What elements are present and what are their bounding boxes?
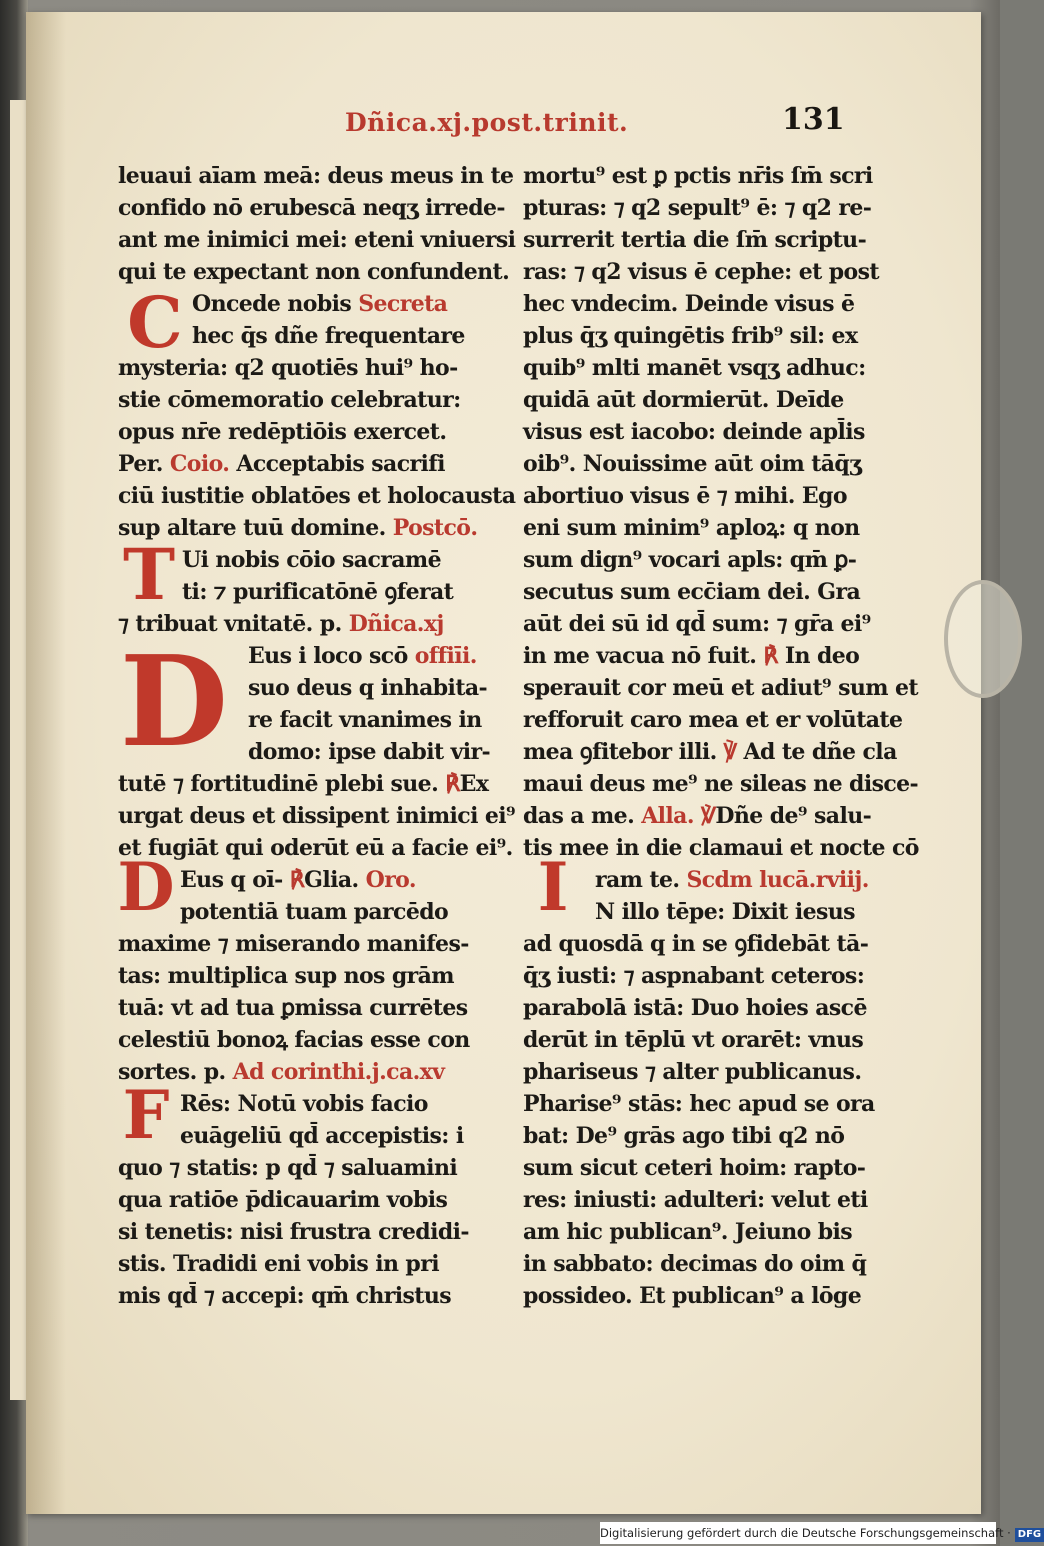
text-line: stis. Tradidi eni vobis in pri (118, 1251, 439, 1277)
page-gutter-shadow (26, 12, 66, 1514)
text-line: Eus i loco scō offiīi. (248, 643, 477, 669)
rubric-secreta: Secreta (358, 291, 448, 317)
dfg-logo: DFG (1015, 1528, 1044, 1542)
text-line: surrerit tertia die ſm̄ scriptu- (523, 227, 867, 253)
text-line: Pharise⁹ stās: hec apud se ora (523, 1091, 875, 1117)
initial-letter-d: D (119, 629, 229, 775)
text-line: visus est iacobo: deinde apl̄is (523, 419, 865, 445)
text-line: N illo tēpe: Dixit iesus (595, 899, 855, 925)
text-line: suo deus q inhabita- (248, 675, 488, 701)
text-line: qui te expectant non confundent. (118, 259, 510, 285)
text-line: opus nr̄e redēptiōis exercet. (118, 419, 447, 445)
rubric-alleluia: Alla. (641, 803, 694, 829)
initial-letter-f: F (122, 1076, 170, 1154)
text-line: leuaui aīam meā: deus meus in te (118, 163, 514, 189)
text-line: et fugiāt qui oderūt eū a facie ei⁹. (118, 835, 513, 861)
text-line: domo: ipse dabit vir- (248, 739, 491, 765)
text-line: Eus q oī- ℟Glia. Oro. (180, 867, 416, 893)
text-line: stie cōmemoratio celebratur: (118, 387, 461, 413)
text-line: possideo. Et publican⁹ a lōge (523, 1283, 862, 1309)
verse-mark: ℣ (700, 803, 716, 829)
text-line: tas: multiplica sup nos grām (118, 963, 454, 989)
text-line: am hic publican⁹. Jeiuno bis (523, 1219, 853, 1245)
text-line: hec vndecim. Deinde visus ē (523, 291, 855, 317)
text-line: oib⁹. Nouissime aūt oim tāq̄ʒ (523, 451, 862, 477)
text-line: derūt in tēplū vt orarēt: vnus (523, 1027, 864, 1053)
text-line: phariseus ⁊ alter publicanus. (523, 1059, 862, 1085)
rubric-communio: Coio. (169, 451, 230, 477)
rubric-officium: offiīi. (414, 643, 477, 669)
page-tab-ring (944, 580, 1022, 698)
text-line: quidā aūt dormierūt. Deīde (523, 387, 844, 413)
verse-mark: ℟ (445, 771, 460, 797)
text-line: urgat deus et dissipent inimici ei⁹ (118, 803, 516, 829)
text-line: plus q̄ʒ quingētis frib⁹ sil: ex (523, 323, 858, 349)
initial-letter-c: C (127, 281, 183, 364)
text-line: Ui nobis cōio sacramē (182, 547, 441, 573)
text-line: ant me inimici mei: eteni vniuersi (118, 227, 516, 253)
text-line: q̄ʒ iusti: ⁊ aspnabant ceteros: (523, 963, 865, 989)
text-line: quib⁹ mlti manēt vsqʒ adhuc: (523, 355, 866, 381)
text-line: potentiā tuam parcēdo (180, 899, 449, 925)
text-line: ⁊ tribuat vnitatē. p. Dñica.xj (118, 611, 444, 637)
text-line: euāgeliū qd̄ accepistis: i (180, 1123, 464, 1149)
text-line: das a me. Alla. ℣Dñe de⁹ salu- (523, 803, 872, 829)
text-line: bat: De⁹ grās ago tibi q2 nō (523, 1123, 845, 1149)
initial-letter-d-2: D (117, 848, 175, 926)
text-line: ram te. Scdm lucā.rviij. (595, 867, 869, 893)
text-line: aūt dei sū id qd̄ sum: ⁊ gr̄a ei⁹ (523, 611, 871, 637)
text-line: quo ⁊ statis: p qd̄ ⁊ saluamini (118, 1155, 458, 1181)
folio-number: 131 (782, 102, 845, 137)
text-line: tutē ⁊ fortitudinē plebi sue. ℟Ex (118, 771, 489, 797)
initial-letter-i: I (537, 848, 569, 926)
text-line: si tenetis: nisi frustra credidi- (118, 1219, 469, 1245)
right-column (515, 160, 919, 1320)
text-line: in sabbato: decimas do oim q̄ (523, 1251, 867, 1277)
text-line: secutus sum ecc̄iam dei. Gra (523, 579, 861, 605)
text-line: sortes. p. Ad corinthi.j.ca.xv (118, 1059, 445, 1085)
left-column (110, 160, 516, 1320)
rubric-dominica: Dñica.xj (348, 611, 444, 637)
text-line: sum dign⁹ vocari apls: qm̄ ꝑ- (523, 547, 857, 573)
rubric-epistle: Ad corinthi.j.ca.xv (232, 1059, 445, 1085)
text-line: mis qd̄ ⁊ accepi: qm̄ christus (118, 1283, 452, 1309)
rubric-gospel: Scdm lucā.rviij. (686, 867, 869, 893)
text-line: re facit vnanimes in (248, 707, 482, 733)
text-line: pturas: ⁊ q2 sepult⁹ ē: ⁊ q2 re- (523, 195, 872, 221)
text-line: Per. Coio. Acceptabis sacrifi (118, 451, 445, 477)
text-line: res: iniusti: adulteri: velut eti (523, 1187, 868, 1213)
text-line: ras: ⁊ q2 visus ē cephe: et post (523, 259, 879, 285)
text-line: in me vacua nō fuit. ℟ In deo (523, 643, 860, 669)
text-line: mortu⁹ est ꝑ pctis nr̄is ſm̄ scri (523, 163, 873, 189)
rubric-oratio: Oro. (365, 867, 416, 893)
text-line: ti: ⁊ purificatōnē ꝯferat (182, 579, 454, 605)
text-line: confido nō erubescā neqʒ irrede- (118, 195, 505, 221)
text-line: mysteria: q2 quotiēs hui⁹ ho- (118, 355, 458, 381)
text-line: sum sicut ceteri hoim: rapto- (523, 1155, 866, 1181)
previous-page-edge (10, 100, 26, 1400)
verse-mark: ℣ (723, 739, 737, 765)
verse-mark: ℟ (289, 867, 305, 893)
text-line: Oncede nobis Secreta (192, 291, 448, 317)
text-line: abortiuo visus ē ⁊ mihi. Ego (523, 483, 847, 509)
digitization-credit (600, 1522, 1042, 1544)
text-line: maui deus me⁹ ne sileas ne disce- (523, 771, 919, 797)
text-line: ciū iustitie oblatōes et holocausta (118, 483, 516, 509)
text-line: ad quosdā q in se ꝯfidebāt tā- (523, 931, 869, 957)
text-line: parabolā istā: Duo hoies ascē (523, 995, 867, 1021)
text-line: mea ꝯfitebor illi. ℣ Ad te dñe cla (523, 739, 897, 765)
text-line: tis mee in die clamaui et nocte cō (523, 835, 919, 861)
credit-text: Digitalisierung gefördert durch die Deutsche Forschungsgemeinschaft · (600, 1526, 1011, 1540)
text-line: Rēs: Notū vobis facio (180, 1091, 428, 1117)
text-line: maxime ⁊ miserando manifes- (118, 931, 469, 957)
running-title: Dñica.xj.post.trinit. (345, 108, 629, 137)
text-line: refforuit caro mea et er volūtate (523, 707, 903, 733)
text-line: tuā: vt ad tua ꝑmissa currētes (118, 995, 468, 1021)
text-line: sup altare tuū domine. Postcō. (118, 515, 478, 541)
text-line: celestiū bonoꝝ facias esse con (118, 1027, 470, 1053)
text-line: eni sum minim⁹ aploꝝ: q non (523, 515, 860, 541)
text-line: hec q̄s dñe frequentare (192, 323, 465, 349)
text-line: qua ratiōe p̄dicauarim vobis (118, 1187, 448, 1213)
verse-mark: ℟ (763, 643, 778, 669)
rubric-postcommunio: Postcō. (392, 515, 478, 541)
initial-letter-t: T (122, 533, 176, 616)
text-line: sperauit cor meū et adiut⁹ sum et (523, 675, 918, 701)
